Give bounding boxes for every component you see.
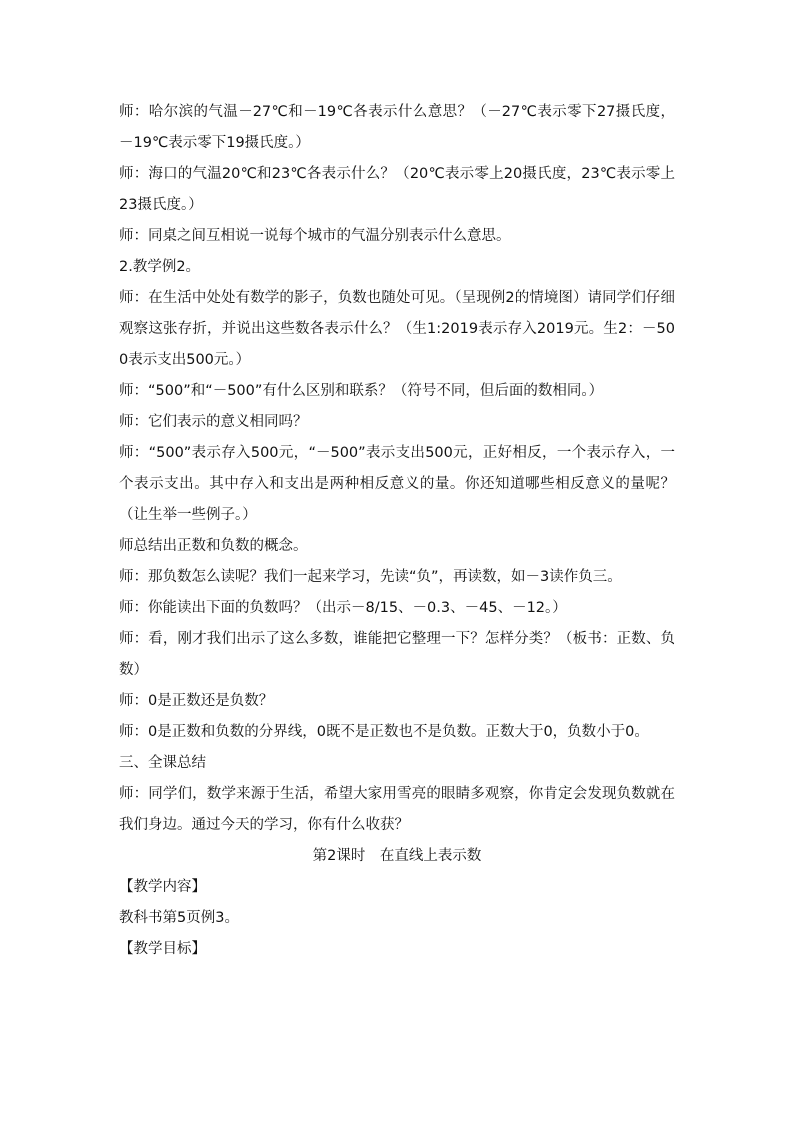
paragraph-opposite-quantities: 师：“500”表示存入500元，“－500”表示支出500元，正好相反，一个表示存入，一个表示支出。其中存入和支出是两种相反意义的量。你还知道哪些相反意义的量呢？（让生举一些例子。） — [119, 445, 675, 523]
paragraph-lesson-wrapup: 师：同学们，数学来源于生活，希望大家用雪亮的眼睛多观察，你肯定会发现负数就在我们身边。通过今天的学习，你有什么收获？ — [119, 786, 675, 833]
section-heading-goals: 【教学目标】 — [119, 941, 206, 957]
paragraph-desk-mate-discussion: 师：同桌之间互相说一说每个城市的气温分别表示什么意思。 — [119, 228, 511, 244]
paragraph-zero-question: 师：0是正数还是负数？ — [119, 693, 274, 709]
section-content-text: 教科书第5页例3。 — [119, 910, 239, 926]
section-heading-content: 【教学内容】 — [119, 879, 206, 895]
paragraph-zero-dividing-line: 师：0是正数和负数的分界线，0既不是正数也不是负数。正数大于0，负数小于0。 — [119, 724, 649, 740]
document-page — [119, 97, 675, 965]
paragraph-example-2-heading: 2.教学例2。 — [119, 259, 201, 275]
paragraph-500-difference: 师：“500”和“－500”有什么区别和联系？（符号不同，但后面的数相同。） — [119, 383, 604, 399]
paragraph-bankbook-observation: 师：在生活中处处有数学的影子，负数也随处可见。（呈现例2的情境图）请同学们仔细观察这张存折，并说出这些数各表示什么？（生1:2019表示存入2019元。生2：－500表示支出500元。） — [119, 290, 675, 368]
paragraph-how-to-read-negative: 师：那负数怎么读呢？我们一起来学习，先读“负”，再读数，如－3读作负三。 — [119, 569, 622, 585]
paragraph-concept-summary: 师总结出正数和负数的概念。 — [119, 538, 308, 554]
paragraph-haikou-temperature: 师：海口的气温20℃和23℃各表示什么？（20℃表示零上20摄氏度，23℃表示零上23摄氏度。） — [119, 166, 675, 213]
section-heading-summary: 三、全课总结 — [119, 755, 206, 771]
paragraph-classify-numbers: 师：看，刚才我们出示了这么多数，谁能把它整理一下？怎样分类？（板书：正数、负数） — [119, 631, 675, 678]
paragraph-same-meaning-question: 师：它们表示的意义相同吗？ — [119, 414, 308, 430]
paragraph-read-negatives: 师：你能读出下面的负数吗？（出示－8/15、－0.3、－45、－12。） — [119, 600, 567, 616]
lesson-title: 第2课时 在直线上表示数 — [312, 848, 482, 864]
paragraph-harbin-temperature: 师：哈尔滨的气温－27℃和－19℃各表示什么意思？（－27℃表示零下27摄氏度，－19℃表示零下19摄氏度。） — [119, 104, 675, 151]
